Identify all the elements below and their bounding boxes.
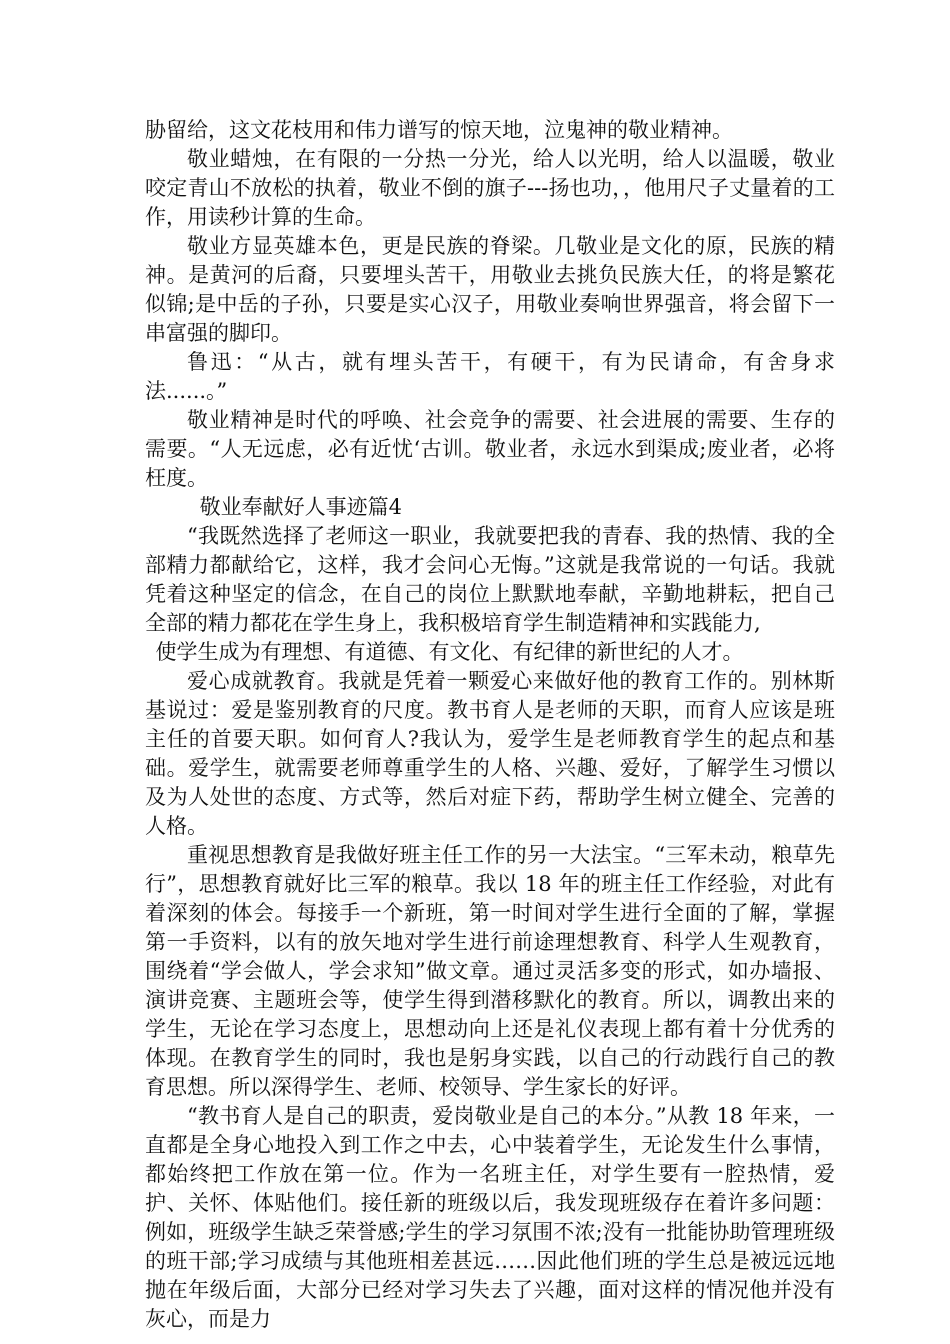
paragraph-9: 重视思想教育是我做好班主任工作的另一大法宝。“三军未动，粮草先行”，思想教育就好比三军的粮草。我以 18 年的班主任工作经验，对此有着深刻的体会。每接手一个新班，第一时间对学生进行全面的了解，掌握第一手资料，以有的放矢地对学生进行前途理想教育、科学人生观教育，围绕着“学会做人，学会求知”做文章。通过灵活多变的形式，如办墙报、演讲竞赛、主题班会等，使学生得到潜移默化的教育。所以，调教出来的学生，无论在学习态度上，思想动向上还是礼仪表现上都有着十分优秀的体现。在教育学生的同时，我也是躬身实践，以自己的行动践行自己的教育思想。所以深得学生、老师、校领导、学生家长的好评。 [145, 843, 835, 1099]
section-heading: 敬业奉献好人事迹篇4 [199, 495, 402, 519]
paragraph-2: 敬业蜡烛，在有限的一分热一分光，给人以光明，给人以温暖，敬业咬定青山不放松的执着，敬业不倒的旗子---扬也功，，他用尺子丈量着的工作，用读秒计算的生命。 [145, 147, 835, 229]
paragraph-5: 敬业精神是时代的呼唤、社会竞争的需要、社会进展的需要、生存的需要。“人无远虑，必有近忧‘古训。敬业者，永远水到渠成;废业者，必将枉度。 [145, 408, 835, 490]
paragraph-6: “我既然选择了老师这一职业，我就要把我的青春、我的热情、我的全部精力都献给它，这样，我才会问心无悔。”这就是我常说的一句话。我就凭着这种坚定的信念，在自己的岗位上默默地奉献，辛勤地耕耘，把自己全部的精力都花在学生身上，我积极培育学生制造精神和实践能力, [145, 524, 835, 635]
paragraph-8: 爱心成就教育。我就是凭着一颗爱心来做好他的教育工作的。别林斯基说过：爱是鉴别教育的尺度。教书育人是老师的天职，而育人应该是班主任的首要天职。如何育人?我认为，爱学生是老师教育学生的起点和基础。爱学生，就需要老师尊重学生的人格、兴趣、爱好，了解学生习惯以及为人处世的态度、方式等，然后对症下药，帮助学生树立健全、完善的人格。 [145, 669, 835, 838]
paragraph-10: “教书育人是自己的职责，爱岗敬业是自己的本分。”从教 18 年来，一直都是全身心地投入到工作之中去，心中装着学生，无论发生什么事情，都始终把工作放在第一位。作为一名班主任，对学生要有一腔热情，爱护、关怀、体贴他们。接任新的班级以后，我发现班级存在着许多问题：例如，班级学生缺乏荣誉感;学生的学习氛围不浓;没有一批能协助管理班级的班干部;学习成绩与其他班相差甚远……因此他们班的学生总是被远远地抛在年级后面，大部分已经对学习失去了兴趣，面对这样的情况他并没有灰心，而是力 [145, 1104, 835, 1331]
paragraph-4: 鲁迅：“从古，就有埋头苦干，有硬干，有为民请命，有舍身求法......。” [145, 350, 835, 403]
document-page [145, 116, 835, 1334]
paragraph-3: 敬业方显英雄本色，更是民族的脊梁。几敬业是文化的原，民族的精神。是黄河的后裔，只要埋头苦干，用敬业去挑负民族大任，的将是繁花似锦;是中岳的子孙，只要是实心汉子，用敬业奏响世界强音，将会留下一串富强的脚印。 [145, 234, 835, 345]
paragraph-1: 胁留给，这文花枝用和伟力谱写的惊天地，泣鬼神的敬业精神。 [145, 118, 733, 142]
paragraph-7: 使学生成为有理想、有道德、有文化、有纪律的新世纪的人才。 [155, 640, 744, 664]
